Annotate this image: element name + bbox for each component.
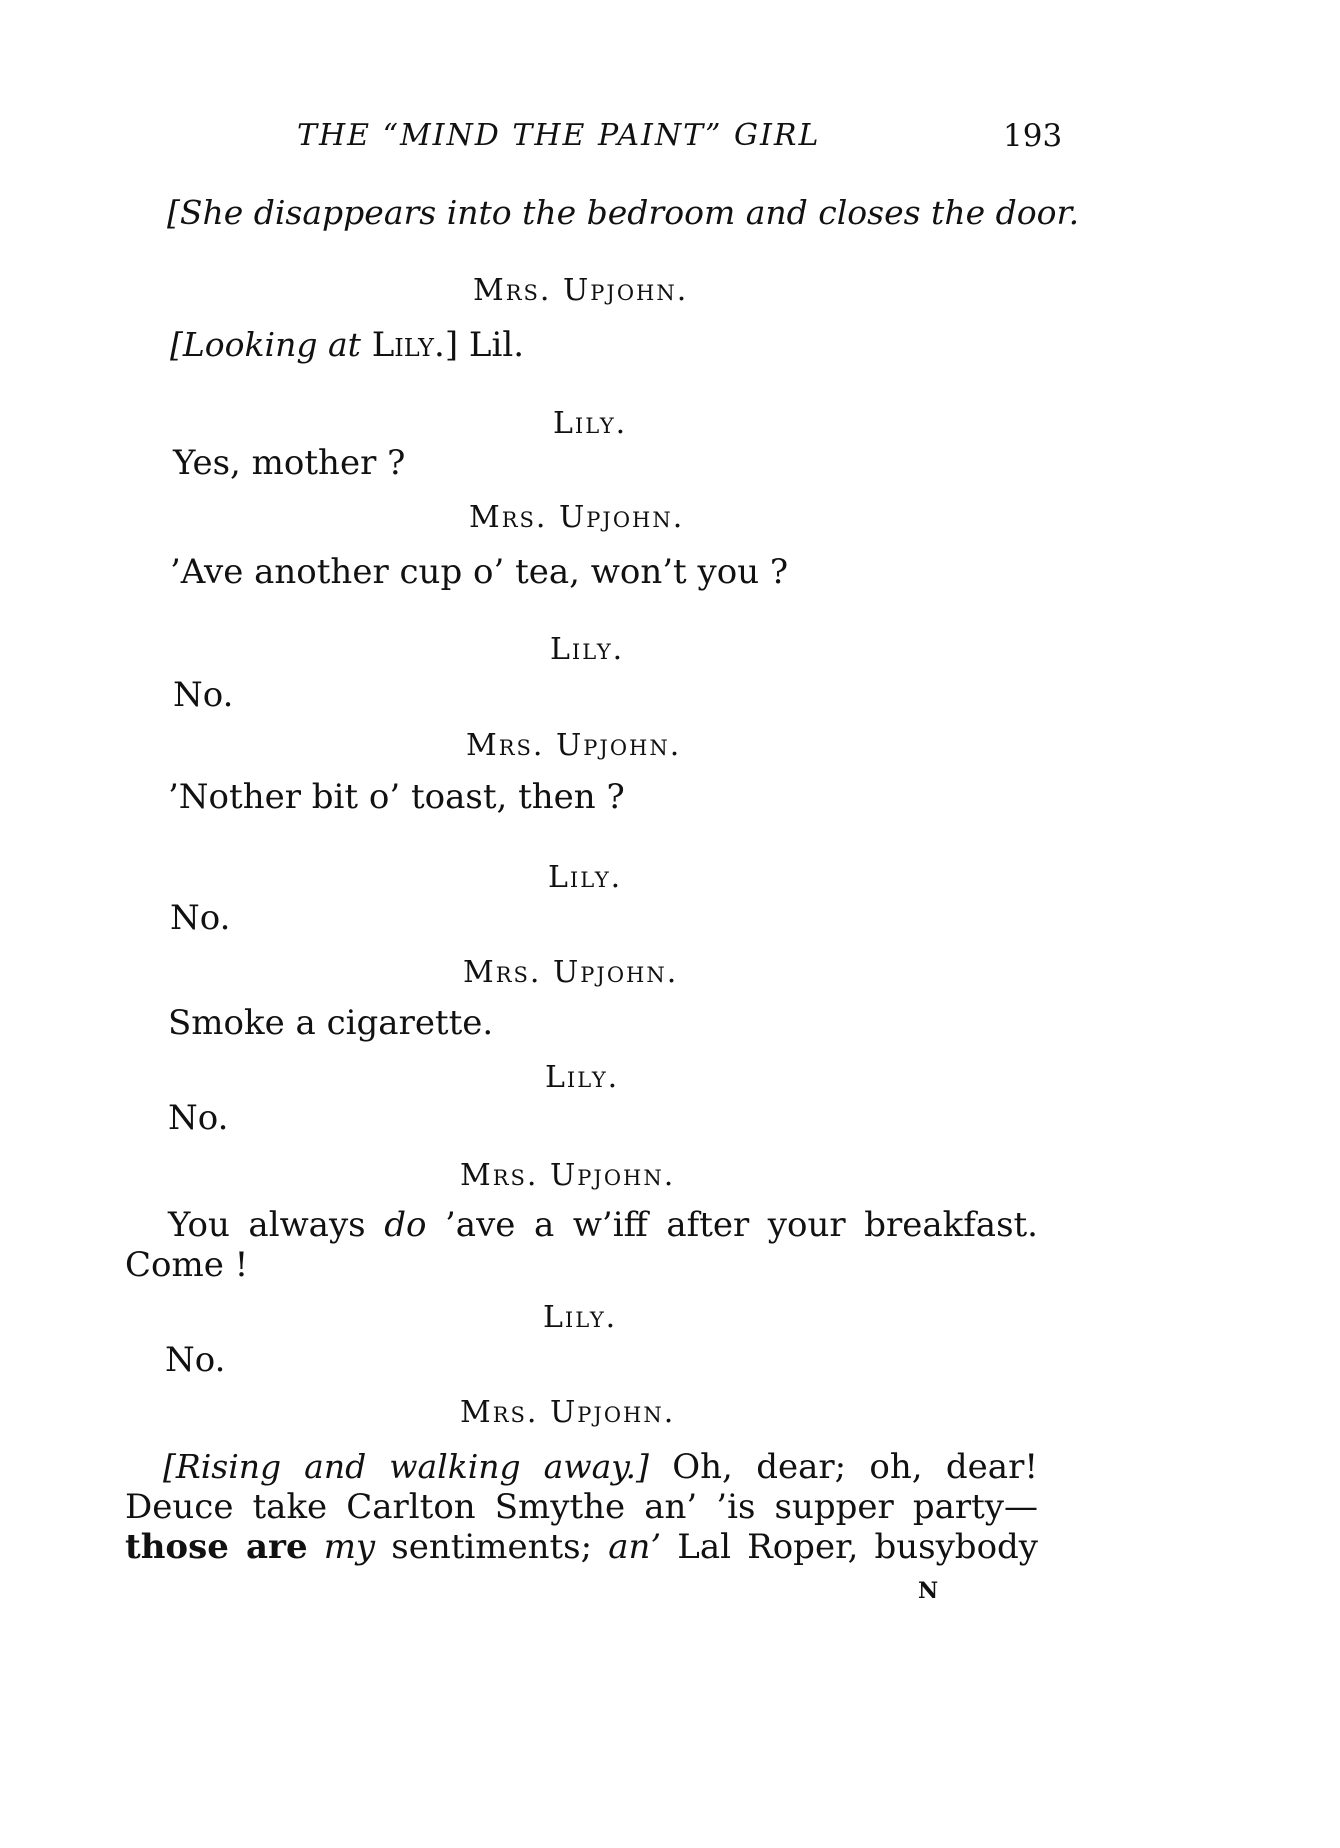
dialogue-line [125, 1527, 1038, 1567]
dialogue-line: Come ! [125, 1245, 249, 1285]
dialogue-line: No. [165, 1340, 226, 1380]
speaker-lily: Lily. [543, 1300, 618, 1335]
signature-mark: N [918, 1578, 939, 1604]
stage-direction-rising: [Rising and walking away.] [163, 1447, 649, 1486]
speaker-mrs-upjohn: Mrs. Upjohn. [463, 955, 679, 990]
speaker-mrs-upjohn: Mrs. Upjohn. [460, 1158, 676, 1193]
dialogue-text: ] Lil. [444, 325, 525, 365]
speaker-mrs-upjohn: Mrs. Upjohn. [460, 1395, 676, 1430]
dialogue-text: Lal Roper, busybody [677, 1527, 1039, 1567]
dialogue-line: ’Ave another cup o’ tea, won’t you ? [170, 552, 789, 592]
speaker-mrs-upjohn: Mrs. Upjohn. [473, 273, 689, 308]
dialogue-line [170, 325, 524, 365]
running-title: THE “MIND THE PAINT” GIRL [297, 118, 821, 153]
speaker-mrs-upjohn: Mrs. Upjohn. [466, 728, 682, 763]
dialogue-line: Smoke a cigarette. [168, 1003, 494, 1043]
dialogue-text: sentiments; [391, 1527, 593, 1567]
emphasis-text: do [384, 1205, 427, 1245]
dialogue-text: those are [125, 1527, 308, 1567]
speaker-lily: Lily. [548, 860, 623, 895]
emphasis-text: an’ [608, 1527, 662, 1567]
dialogue-text: You always [168, 1205, 366, 1245]
dialogue-line: ’Nother bit o’ toast, then ? [168, 777, 625, 817]
dialogue-line: No. [168, 1098, 229, 1138]
speaker-lily: Lily. [550, 632, 625, 667]
dialogue-line: No. [170, 898, 231, 938]
dialogue-line [168, 1205, 1038, 1245]
dialogue-line [163, 1447, 1038, 1487]
dialogue-line: Yes, mother ? [173, 443, 406, 483]
dialogue-text: Oh, dear; oh, dear! [672, 1447, 1038, 1487]
dialogue-line: No. [173, 675, 234, 715]
stage-direction-exit: [She disappears into the bedroom and closes the door. [167, 193, 1080, 232]
page-number: 193 [1003, 118, 1063, 154]
speaker-mrs-upjohn: Mrs. Upjohn. [469, 500, 685, 535]
character-name-lily: Lily. [371, 325, 445, 365]
speaker-lily: Lily. [553, 406, 628, 441]
dialogue-line: Deuce take Carlton Smythe an’ ’is supper party— [125, 1487, 1038, 1527]
dialogue-text: ’ave a w’iff after your breakfast. [445, 1205, 1038, 1245]
stage-direction-looking: [Looking at [170, 325, 361, 364]
emphasis-text: my [323, 1527, 376, 1567]
speaker-lily: Lily. [545, 1060, 620, 1095]
